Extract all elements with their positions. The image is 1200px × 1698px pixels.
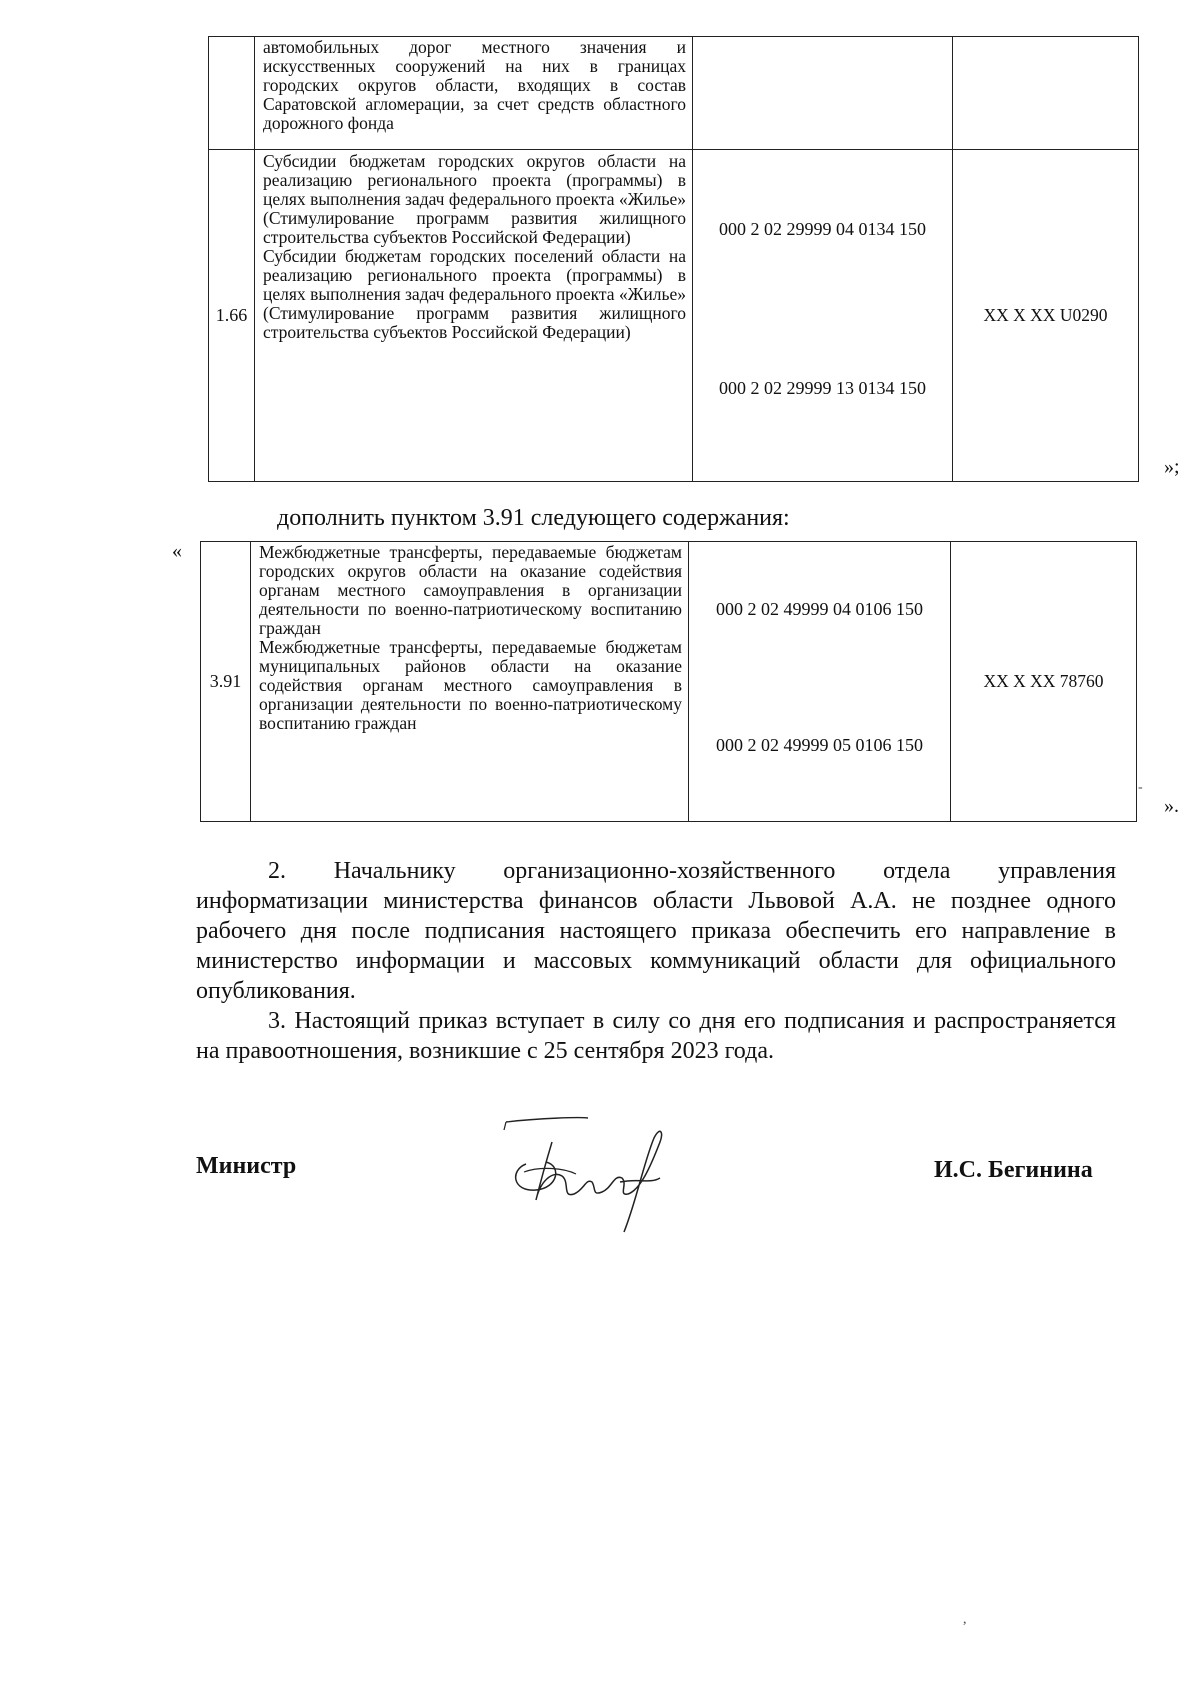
- kbk-code: 000 2 02 29999 13 0134 150: [719, 378, 926, 398]
- intro-text: дополнить пунктом 3.91 следующего содержания:: [277, 505, 790, 531]
- budget-table-2: [200, 541, 1137, 822]
- scan-speck: -: [1138, 780, 1143, 795]
- description-text: Субсидии бюджетам городских округов области на реализацию регионального проекта (программы) в целях выполнения задач федерального проекта «Жилье» (Стимулирование программ развития жилищного строительства субъектов Российской Федерации): [263, 151, 686, 247]
- row-description: [255, 150, 693, 482]
- signer-title: Министр: [196, 1153, 297, 1179]
- row-code: XX X XX U0290: [953, 150, 1139, 482]
- row-description: [255, 37, 693, 150]
- paragraph-3: 3. Настоящий приказ вступает в силу со дня его подписания и распространяется на правоотношения, возникшие с 25 сентября 2023 года.: [196, 1008, 1116, 1064]
- closing-quote: »;: [1164, 456, 1180, 478]
- row-number: 1.66: [209, 150, 255, 482]
- table-row: [209, 150, 1139, 482]
- kbk-code: 000 2 02 29999 04 0134 150: [719, 219, 926, 239]
- row-description: [251, 542, 689, 822]
- closing-quote: ».: [1164, 795, 1179, 817]
- description-text: Межбюджетные трансферты, передаваемые бюджетам городских округов области на оказание содействия органам местного самоуправления в организации деятельности по военно-патриотическому воспитанию граждан: [259, 542, 682, 638]
- table-row: [201, 542, 1137, 822]
- row-code: [953, 37, 1139, 150]
- description-text: автомобильных дорог местного значения и искусственных сооружений на них в границах городских округов области, входящих в состав Саратовской агломерации, за счет средств областного дорожного фонда: [263, 37, 686, 133]
- table-row: [209, 37, 1139, 150]
- opening-quote: «: [172, 540, 182, 562]
- budget-table-1: [208, 36, 1139, 482]
- scan-speck: ,: [963, 1612, 967, 1627]
- kbk-code: 000 2 02 49999 05 0106 150: [716, 735, 923, 755]
- row-kbk: [693, 37, 953, 150]
- description-text: Субсидии бюджетам городских поселений области на реализацию регионального проекта (программы) в целях выполнения задач федерального проекта «Жилье» (Стимулирование программ развития жилищного строительства субъектов Российской Федерации): [263, 246, 686, 342]
- paragraph-2: 2. Начальнику организационно-хозяйственного отдела управления информатизации министерства финансов области Львовой А.А. не позднее одного рабочего дня после подписания настоящего приказа обеспечить его направление в министерство информации и массовых коммуникаций области для официального опубликования.: [196, 858, 1116, 1004]
- signer-name: И.С. Бегинина: [934, 1157, 1093, 1183]
- row-number: [209, 37, 255, 150]
- row-kbk: [689, 542, 951, 822]
- handwritten-signature: [500, 1112, 720, 1262]
- description-text: Межбюджетные трансферты, передаваемые бюджетам муниципальных районов области на оказание содействия органам местного самоуправления в организации деятельности по военно-патриотическому воспитанию граждан: [259, 637, 682, 733]
- row-number: 3.91: [201, 542, 251, 822]
- kbk-code: 000 2 02 49999 04 0106 150: [716, 599, 923, 619]
- row-code: XX X XX 78760: [951, 542, 1137, 822]
- row-kbk: [693, 150, 953, 482]
